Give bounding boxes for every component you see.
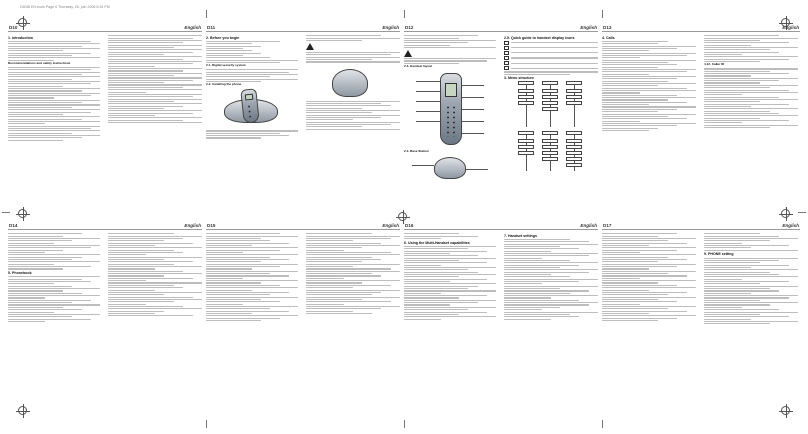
signal-icon <box>504 41 509 45</box>
text-column <box>306 232 400 315</box>
trim-mark <box>2 212 10 213</box>
page-language: English <box>580 223 597 228</box>
call-icon <box>504 46 509 50</box>
handset-layout-figure <box>404 69 496 149</box>
text-column <box>504 232 598 321</box>
section-heading: 4.12. Caller ID <box>704 62 725 67</box>
phone-figure <box>306 65 400 99</box>
base-station-image <box>434 157 466 179</box>
text-column <box>306 34 400 131</box>
page-d11 <box>206 24 400 208</box>
text-column <box>8 34 100 142</box>
page-number: D10 <box>9 25 18 30</box>
page-number: D15 <box>207 223 216 228</box>
section-heading: 1. Introduction <box>8 35 33 40</box>
page-language: English <box>184 223 201 228</box>
page-d16 <box>404 222 598 408</box>
text-column <box>206 34 298 140</box>
page-language: English <box>184 25 201 30</box>
page-d10 <box>8 24 202 208</box>
section-heading: 7. Handset settings <box>504 233 537 238</box>
page-d17 <box>602 222 800 408</box>
page-header <box>206 222 400 230</box>
section-heading: 2.1. Digital security system <box>206 63 246 68</box>
text-column <box>602 232 696 322</box>
section-heading: 4. Calls <box>602 35 615 40</box>
page-header <box>602 222 800 230</box>
page-d12 <box>404 24 598 208</box>
section-heading: 2. Before you begin <box>206 35 240 40</box>
print-info-line: D60IB EN.book Page 6 Thursday, 26. juin 2008 5:34 PM <box>20 5 110 9</box>
text-column <box>108 34 202 124</box>
message-icon <box>504 51 509 55</box>
page-header <box>602 24 800 32</box>
page-number: D11 <box>207 25 216 30</box>
warning-icon <box>404 50 412 57</box>
text-column <box>404 34 496 181</box>
battery-icon <box>504 61 509 65</box>
section-heading: 2.2. Installing the phone <box>206 82 242 87</box>
top-band <box>8 24 800 208</box>
handset-image <box>240 88 259 123</box>
page-number: D14 <box>9 223 18 228</box>
base-station-figure <box>404 155 496 181</box>
section-heading: 5. Phonebook <box>8 271 32 276</box>
page-number: D12 <box>405 25 414 30</box>
text-column <box>504 34 598 176</box>
registration-mark-icon <box>781 209 790 218</box>
alarm-icon <box>504 56 509 60</box>
page-language: English <box>382 25 399 30</box>
page-d15 <box>206 222 400 408</box>
menu-structure-diagram <box>504 81 598 176</box>
registration-mark-icon <box>18 209 27 218</box>
text-column <box>704 232 798 326</box>
page-header <box>404 24 598 32</box>
text-column <box>108 232 202 318</box>
bottom-band <box>8 222 800 408</box>
trim-mark <box>602 420 603 428</box>
page-number: D17 <box>603 223 612 228</box>
trim-mark <box>798 212 806 213</box>
page-d14 <box>8 222 202 408</box>
section-heading: 2.5. Quick guide to handset display icons <box>504 35 575 40</box>
page-header <box>206 24 400 32</box>
warning-icon <box>306 43 314 50</box>
section-heading: 6. Using the Multi-Handset capabilities <box>404 240 470 245</box>
section-heading: 3. Menu structure <box>504 76 534 81</box>
trim-mark <box>206 10 207 18</box>
battery-icon <box>504 66 509 70</box>
text-column <box>404 232 496 321</box>
base-station-image <box>332 69 368 97</box>
section-heading: 2.3. Handset layout <box>404 64 433 69</box>
page-number: D13 <box>603 25 612 30</box>
page-language: English <box>782 25 799 30</box>
page-header <box>8 24 202 32</box>
text-column <box>206 232 298 322</box>
page-d13 <box>602 24 800 208</box>
registration-mark-icon <box>398 212 407 221</box>
page-header <box>404 222 598 230</box>
page-language: English <box>782 223 799 228</box>
handset-image <box>440 73 462 145</box>
section-heading: Recommendations and safety instructions <box>8 60 71 65</box>
page-header <box>8 222 202 230</box>
text-column <box>602 34 696 132</box>
trim-mark <box>206 420 207 428</box>
trim-mark <box>404 10 405 18</box>
phone-install-figure <box>206 89 298 129</box>
trim-mark <box>404 420 405 428</box>
text-column <box>8 232 100 323</box>
trim-mark <box>602 10 603 18</box>
page-number: D16 <box>405 223 414 228</box>
section-heading: 2.4. Base Station <box>404 149 429 154</box>
section-heading: 9. PHONE setting <box>704 252 734 257</box>
text-column <box>704 34 798 129</box>
page-language: English <box>580 25 597 30</box>
page-language: English <box>382 223 399 228</box>
